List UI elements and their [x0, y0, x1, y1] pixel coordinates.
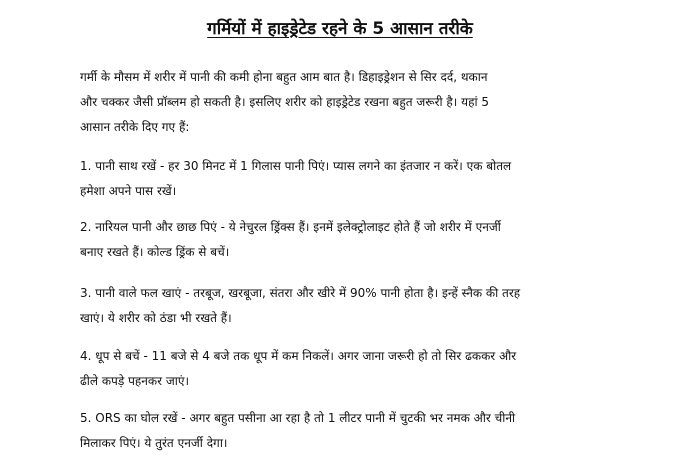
- intro-paragraph: [80, 65, 636, 140]
- tip-line: खाएं। ये शरीर को ठंडा भी रखते हैं।: [80, 311, 232, 325]
- tip-line: 3. पानी वाले फल खाएं - तरबूज, खरबूजा, संतरा और खीरे में 90% पानी होता है। इन्हें स्नैक की तरह: [80, 286, 521, 300]
- intro-line: गर्मी के मौसम में शरीर में पानी की कमी होना बहुत आम बात है। डिहाइड्रेशन से सिर दर्द, थकान: [80, 70, 488, 84]
- intro-line: और चक्कर जैसी प्रॉब्लम हो सकती है। इसलिए शरीर को हाइड्रेटेड रखना बहुत जरूरी है। यहां 5: [80, 95, 490, 109]
- tip-line: 4. धूप से बचें - 11 बजे से 4 बजे तक धूप में कम निकलें। अगर जाना जरूरी हो तो सिर ढककर और: [80, 349, 517, 363]
- tip-line: मिलाकर पिएं। ये तुरंत एनर्जी देगा।: [80, 436, 228, 450]
- tip-5-paragraph: [80, 406, 636, 456]
- tip-line: ढीले कपड़े पहनकर जाएं।: [80, 374, 190, 388]
- document-title: गर्मियों में हाइड्रेटेड रहने के 5 आसान तरीके: [207, 19, 473, 39]
- tip-3-paragraph: [80, 281, 636, 331]
- tip-2-paragraph: [80, 215, 636, 265]
- tip-line: 2. नारियल पानी और छाछ पिएं - ये नेचुरल ड्रिंक्स हैं। इनमें इलेक्ट्रोलाइट होते हैं जो शरीर में एनर्जी: [80, 220, 501, 234]
- tip-1-paragraph: [80, 154, 636, 204]
- tip-4-paragraph: [80, 344, 636, 394]
- tip-line: बनाए रखते हैं। कोल्ड ड्रिंक से बचें।: [80, 245, 230, 259]
- tip-line: 1. पानी साथ रखें - हर 30 मिनट में 1 गिलास पानी पिएं। प्यास लगने का इंतजार न करें। एक बोतल: [80, 159, 512, 173]
- tip-line: 5. ORS का घोल रखें - अगर बहुत पसीना आ रहा है तो 1 लीटर पानी में चुटकी भर नमक और चीनी: [80, 411, 516, 425]
- tip-line: हमेशा अपने पास रखें।: [80, 184, 177, 198]
- intro-line: आसान तरीके दिए गए हैं:: [80, 120, 190, 134]
